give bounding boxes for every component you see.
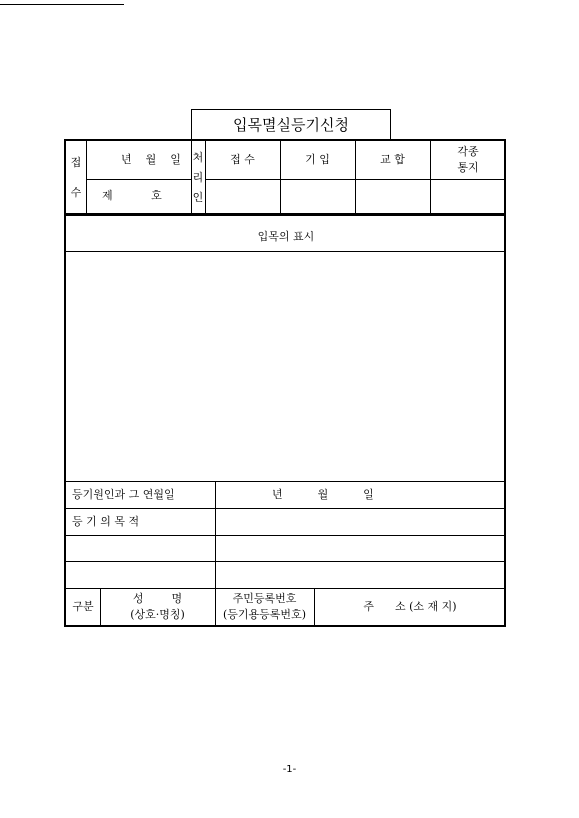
display-header: 입목의 표시 bbox=[257, 230, 315, 243]
handler-char-1: 처 bbox=[192, 151, 204, 164]
name-subheader: (상호·명칭) bbox=[130, 608, 185, 621]
id-header: 주민등록번호 bbox=[232, 592, 297, 605]
divider bbox=[66, 561, 506, 562]
column-notice-line2: 통지 bbox=[457, 161, 479, 174]
thick-divider bbox=[66, 213, 506, 216]
reception-number: 제 호 bbox=[102, 189, 162, 202]
divider bbox=[205, 179, 506, 180]
cause-value: 년 월 일 bbox=[272, 488, 374, 501]
divider bbox=[66, 508, 506, 509]
column-entry: 기 입 bbox=[305, 153, 330, 166]
column-proofread: 교 합 bbox=[380, 153, 405, 166]
divider bbox=[86, 141, 87, 213]
form-title: 입목멸실등기신청 bbox=[191, 109, 391, 139]
id-subheader: (등기용등록번호) bbox=[223, 608, 306, 621]
divider bbox=[355, 141, 356, 213]
page-number: -1- bbox=[282, 764, 297, 775]
divider bbox=[66, 251, 506, 252]
application-form bbox=[64, 139, 506, 627]
column-reception: 접 수 bbox=[230, 153, 255, 166]
reception-date: 년 월 일 bbox=[121, 153, 181, 166]
category-header: 구분 bbox=[72, 600, 94, 613]
top-rule bbox=[0, 4, 124, 5]
handler-char-3: 인 bbox=[192, 191, 204, 204]
name-header: 성 명 bbox=[132, 592, 183, 605]
divider bbox=[66, 535, 506, 536]
divider bbox=[280, 141, 281, 213]
column-notice-line1: 각종 bbox=[457, 145, 479, 158]
divider bbox=[66, 588, 506, 589]
address-header: 주 소 (소 재 지) bbox=[363, 600, 457, 613]
reception-label-top: 접 bbox=[70, 156, 82, 169]
divider bbox=[66, 481, 506, 482]
reception-label-bottom: 수 bbox=[70, 186, 82, 199]
handler-char-2: 리 bbox=[192, 171, 204, 184]
purpose-label: 등 기 의 목 적 bbox=[72, 515, 140, 528]
cause-label: 등기원인과 그 연월일 bbox=[72, 488, 175, 501]
divider bbox=[205, 141, 206, 213]
divider bbox=[86, 179, 191, 180]
